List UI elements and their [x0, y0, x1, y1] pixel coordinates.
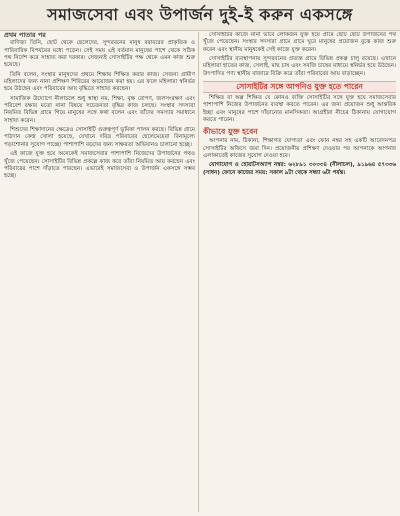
contact-info: যোগাযোগ ও হোয়াটসঅ্যাপ নম্বর: ৬২৮৯১ ৩০৩৩৪ (নীলাচল), ৯১৯৬৪ ৫৭৩৩৬ (সাধন) ফোনে কাজের সময়: সকাল ৯টা থেকে সন্ধ্যা ৬টা পর্যন্ত।	[203, 162, 396, 176]
article-paragraph: শিশুদের শিক্ষাদানের ক্ষেত্রেও সোসাইটি গুরুত্বপূর্ণ ভূমিকা পালন করছে। বিভিন্ন গ্রামে পাঠদান কেন্দ্র খোলা হয়েছে, যেখানে দরিদ্র পরিবারের ছেলেমেয়েরা বিনামূল্যে পড়াশোনার সুযোগ পাচ্ছে। পাশাপাশি বড়দের জন্য সাক্ষরতা অভিযানও চালানো হচ্ছে।	[4, 127, 195, 148]
article-paragraph: সোসাইটির কাজে নানা ভাবে লোকজন যুক্ত হয়ে প্রামে ছোট ছোট উপার্জনের পথ খুঁজে পেয়েছেন। সংস্থার সদস্যরা গ্রামে গ্রামে ঘুরে মানুষের প্রয়োজন বুঝে কাজ শুরু করেন এবং স্থানীয় মানুষকেই সেই কাজে যুক্ত করেন।	[203, 32, 396, 53]
article-paragraph: সোসাইটির ব্যবস্থাপনায় সুন্দরবনের প্রত্যন্ত গ্রামে বিভিন্ন প্রকল্প চালু রয়েছে। এখানে মহিলারা হাতের কাজ, সেলাই, মাছ চাষ এবং সবজি চাষের মাধ্যমে স্বনির্ভর হয়ে উঠছেন। উৎপাদিত পণ্য স্থানীয় বাজারে বিক্রি করে তাঁরা পরিবারের আয় বাড়াচ্ছেন।	[203, 56, 396, 77]
section-subheading: সোসাইটির সঙ্গে আপনিও যুক্ত হতে পারেন	[203, 81, 396, 93]
article-paragraph: এই কাজে যুক্ত হয়ে অনেকেই সমাজসেবার পাশাপাশি নিজেদের উপার্জনের পথও খুঁজে পেয়েছেন। সোসাইটির বিভিন্ন প্রকল্পে কাজ করে তাঁরা নিয়মিত আয় করছেন এবং পরিবারের পাশে দাঁড়াতে পারছেন। এভাবেই সমাজসেবা ও উপার্জন একসঙ্গে সম্ভব হচ্ছে।	[4, 151, 195, 180]
column-divider	[198, 32, 199, 512]
article-column-right	[203, 32, 396, 514]
article-paragraph: বাণিজ্য তিনি, ছোট থেকে ছেলেদের, সুন্দরবনের মানুষ বরাবরের প্রাকৃতিক ও পারিবারিক বিপর্যয়ের মধ্যে পড়েন। সেই সময় এই বর্তমান মানুষের পাশে থেকে সঠিক পথ নির্দেশ করে সাহায্য করা দরকার। সেজন্যই সোসাইটির পক্ষ থেকে এমন কাজ শুরু হয়েছে।	[4, 40, 195, 69]
article-paragraph: আপনার নাম, ঠিকানা, শিক্ষাগত যোগ্যতা এবং ফোন নম্বর সহ একটি আবেদনপত্র সোসাইটির অফিসে জমা দিন। প্রয়োজনীয় প্রশিক্ষণ দেওয়ার পর আপনাকে আপনার এলাকাতেই কাজের সুযোগ দেওয়া হবে।	[203, 138, 396, 160]
continued-kicker: প্রথম পাতার পর	[4, 32, 46, 39]
article-paragraph: সামাজিক উদ্যোগে নীলাচলে শুধু স্বাস্থ্য নয়, শিক্ষা, বৃক্ষ রোপণ, জলসংরক্ষণ এবং পরিবেশ রক্ষার মতো নানা বিষয়ে সচেতনতা বৃদ্ধির কাজ চলছে। সংস্থার সদস্যরা নিয়মিত বিভিন্ন গ্রামে গিয়ে মানুষের সঙ্গে কথা বলেন এবং তাঁদের সমস্যার সমাধানে সাহায্য করেন।	[4, 95, 195, 124]
article-column-left	[4, 32, 195, 514]
article-paragraph: শিক্ষিত বা অল্প শিক্ষিত যে কোনও ব্যক্তি সোসাইটির সঙ্গে যুক্ত হয়ে সমাজসেবার পাশাপাশি নিজের উপার্জনের ব্যবস্থা করতে পারেন। এর জন্য প্রয়োজন শুধু আন্তরিক ইচ্ছা এবং মানুষের পাশে দাঁড়ানোর মানসিকতা। আগ্রহীরা নীচের ঠিকানায় যোগাযোগ করতে পারেন।	[203, 95, 396, 124]
article-headline: সমাজসেবা এবং উপার্জন দুই-ই করুন একসঙ্গে	[0, 0, 400, 31]
section-subheading-join: কীভাবে যুক্ত হবেন	[203, 127, 258, 137]
article-paragraph: তিনি বলেন, সংস্থার মানুষদের প্রথমে শিক্ষায় শিক্ষিত করার কাজ। সেজন্য গ্রামীণ মহিলাদের জন্য নানা প্রশিক্ষণ শিবিরের আয়োজন করা হয়। এর ফলে মহিলারা স্বনির্ভর হয়ে উঠছেন এবং পরিবারের আয় বৃদ্ধিতে সাহায্য করছেন।	[4, 71, 195, 93]
